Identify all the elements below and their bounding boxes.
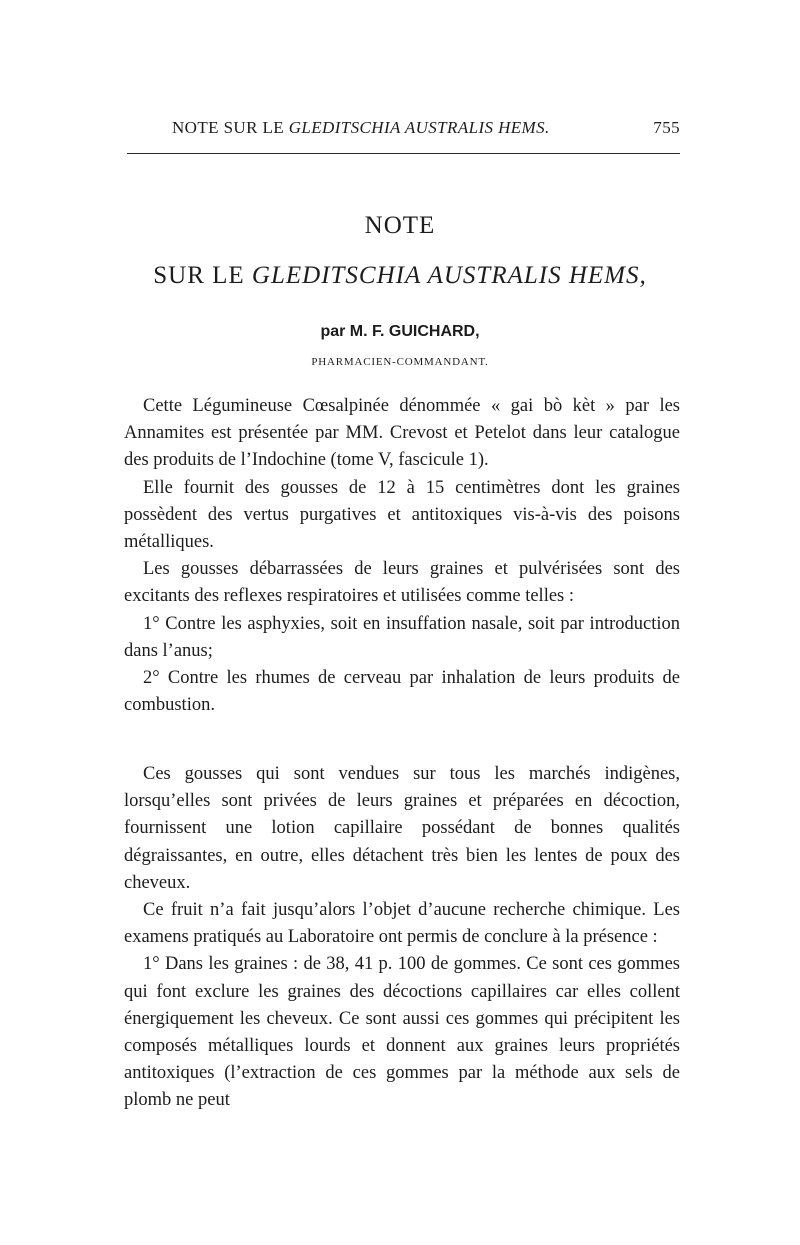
running-title-prefix: NOTE SUR LE bbox=[172, 118, 289, 137]
running-title-italic: GLEDITSCHIA AUSTRALIS HEMS. bbox=[288, 118, 550, 137]
paragraph-4: 1° Contre les asphyxies, soit en insuffation nasale, soit par introduction dans l’anus; bbox=[124, 613, 680, 661]
paragraph-2: Elle fournit des gousses de 12 à 15 centimètres dont les graines possèdent des vertus purgatives et antitoxiques vis-à-vis des poisons métalliques. bbox=[124, 477, 680, 553]
body-section-2 bbox=[124, 761, 680, 1115]
author-role: PHARMACIEN-COMMANDANT. bbox=[311, 356, 489, 368]
article-title: NOTE bbox=[364, 212, 436, 239]
author-line: par M. F. GUICHARD, bbox=[320, 323, 480, 340]
running-head bbox=[172, 118, 680, 138]
header-rule bbox=[127, 153, 680, 154]
article-subtitle bbox=[0, 262, 800, 290]
paragraph-3: Les gousses débarrassées de leurs graines et pulvérisées sont des excitants des reflexes respiratoires et utilisées comme telles : bbox=[124, 559, 680, 607]
running-title bbox=[172, 118, 550, 137]
paragraph-8: 1° Dans les graines : de 38, 41 p. 100 de gommes. Ce sont ces gommes qui font exclure les graines des décoctions capillaires car elles collent énergiquement les cheveux. Ce sont aussi ces gommes qui précipitent les composés métalliques lourds et donnent aux graines leurs propriétés antitoxiques (l’extraction de ces gommes par la méthode aux sels de plomb ne peut bbox=[124, 954, 680, 1111]
paragraph-5: 2° Contre les rhumes de cerveau par inhalation de leurs produits de combustion. bbox=[124, 668, 680, 716]
subtitle-italic: GLEDITSCHIA AUSTRALIS HEMS, bbox=[251, 262, 647, 289]
subtitle-prefix: SUR LE bbox=[153, 262, 252, 289]
page-number: 755 bbox=[653, 118, 680, 137]
body-section-1 bbox=[124, 393, 680, 719]
paragraph-1: Cette Légumineuse Cœsalpinée dénommée « gai bò kèt » par les Annamites est présentée par MM. Crevost et Petelot dans leur catalogue des produits de l’Indochine (tome V, fascicule 1). bbox=[124, 396, 680, 471]
paragraph-7: Ce fruit n’a fait jusqu’alors l’objet d’aucune recherche chimique. Les examens pratiqués au Laboratoire ont permis de conclure à la présence : bbox=[124, 900, 680, 948]
paragraph-6: Ces gousses qui sont vendues sur tous les marchés indigènes, lorsqu’elles sont privées de leurs graines et préparées en décoction, fournissent une lotion capillaire possédant de bonnes qualités dégraissantes, en outre, elles détachent très bien les lentes de poux des cheveux. bbox=[124, 764, 680, 893]
